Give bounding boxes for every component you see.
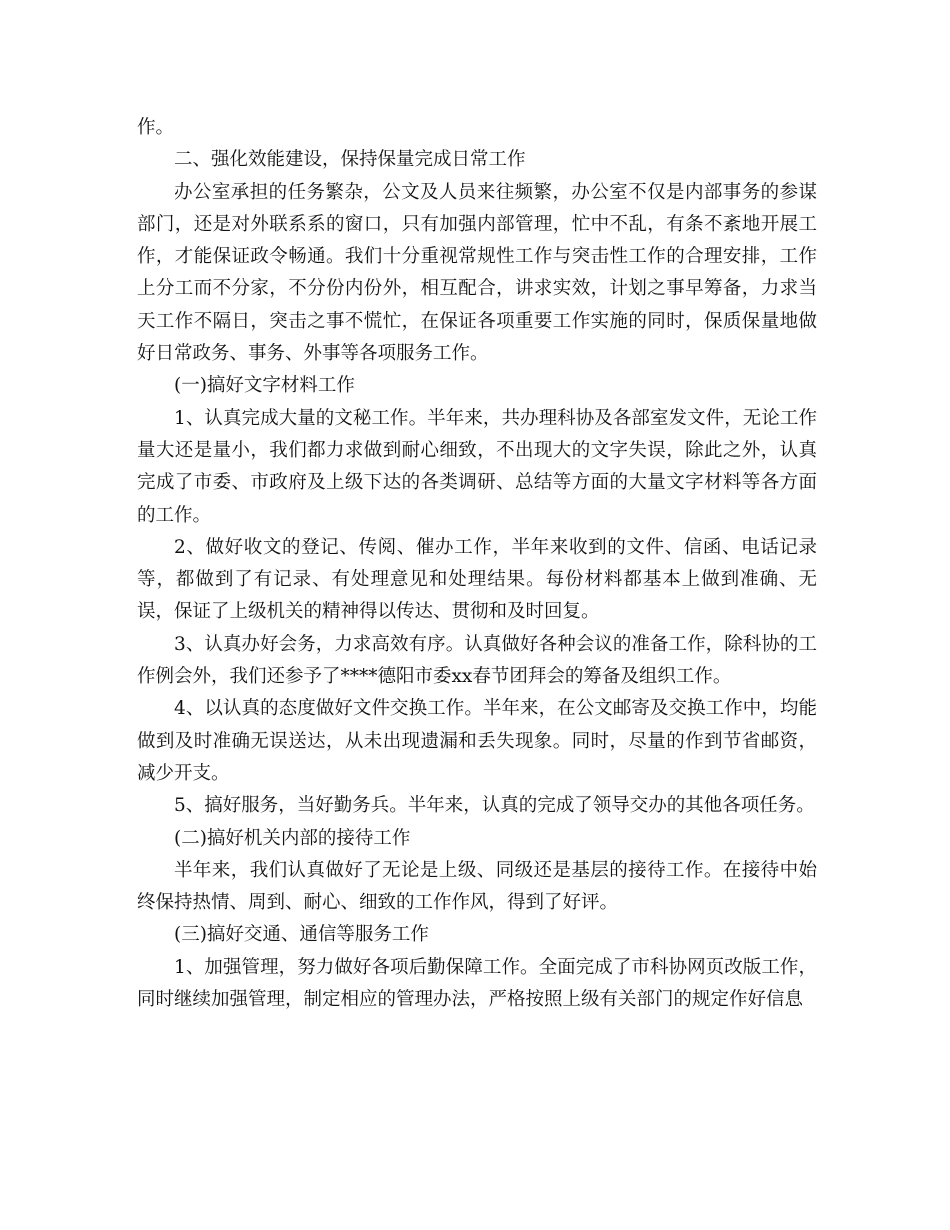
paragraph: 半年来，我们认真做好了无论是上级、同级还是基层的接待工作。在接待中始终保持热情、周到、耐心、细致的工作作风，得到了好评。 [137, 859, 817, 914]
subsection-heading: (三)搞好交通、通信等服务工作 [174, 924, 429, 946]
paragraph: 5、搞好服务，当好勤务兵。半年来，认真的完成了领导交办的其他各项任务。 [174, 795, 815, 817]
section-heading: 二、强化效能建设，保持保量完成日常工作 [174, 149, 526, 171]
paragraph: 办公室承担的任务繁杂，公文及人员来往频繁，办公室不仅是内部事务的参谋部门，还是对外联系系的窗口，只有加强内部管理，忙中不乱，有条不紊地开展工作，才能保证政令畅通。我们十分重视常规性工作与突击性工作的合理安排，工作上分工而不分家，不分份内份外，相互配合，讲求实效，计划之事早筹备，力求当天工作不隔日，突击之事不慌忙，在保证各项重要工作实施的同时，保质保量地做好日常政务、事务、外事等各项服务工作。 [137, 181, 817, 365]
paragraph: 2、做好收文的登记、传阅、催办工作，半年来收到的文件、信函、电话记录等，都做到了有记录、有处理意见和处理结果。每份材料都基本上做到准确、无误，保证了上级机关的精神得以传达、贯彻和及时回复。 [137, 536, 817, 623]
paragraph: 作。 [137, 117, 175, 138]
paragraph: 3、认真办好会务，力求高效有序。认真做好各种会议的准备工作，除科协的工作例会外，我们还参予了****德阳市委xx春节团拜会的筹备及组织工作。 [137, 633, 817, 688]
subsection-heading: (一)搞好文字材料工作 [174, 375, 355, 397]
subsection-heading: (二)搞好机关内部的接待工作 [174, 827, 411, 849]
paragraph: 4、以认真的态度做好文件交换工作。半年来，在公文邮寄及交换工作中，均能做到及时准确无误送达，从未出现遗漏和丢失现象。同时，尽量的作到节省邮资，减少开支。 [137, 698, 817, 784]
paragraph: 1、认真完成大量的文秘工作。半年来，共办理科协及各部室发文件，无论工作量大还是量小，我们都力求做到耐心细致，不出现大的文字失误，除此之外，认真完成了市委、市政府及上级下达的各类调研、总结等方面的大量文字材料等各方面的工作。 [137, 407, 817, 526]
paragraph: 1、加强管理，努力做好各项后勤保障工作。全面完成了市科协网页改版工作，同时继续加强管理，制定相应的管理办法，严格按照上级有关部门的规定作好信息 [137, 956, 817, 1011]
document-body [137, 112, 817, 1016]
